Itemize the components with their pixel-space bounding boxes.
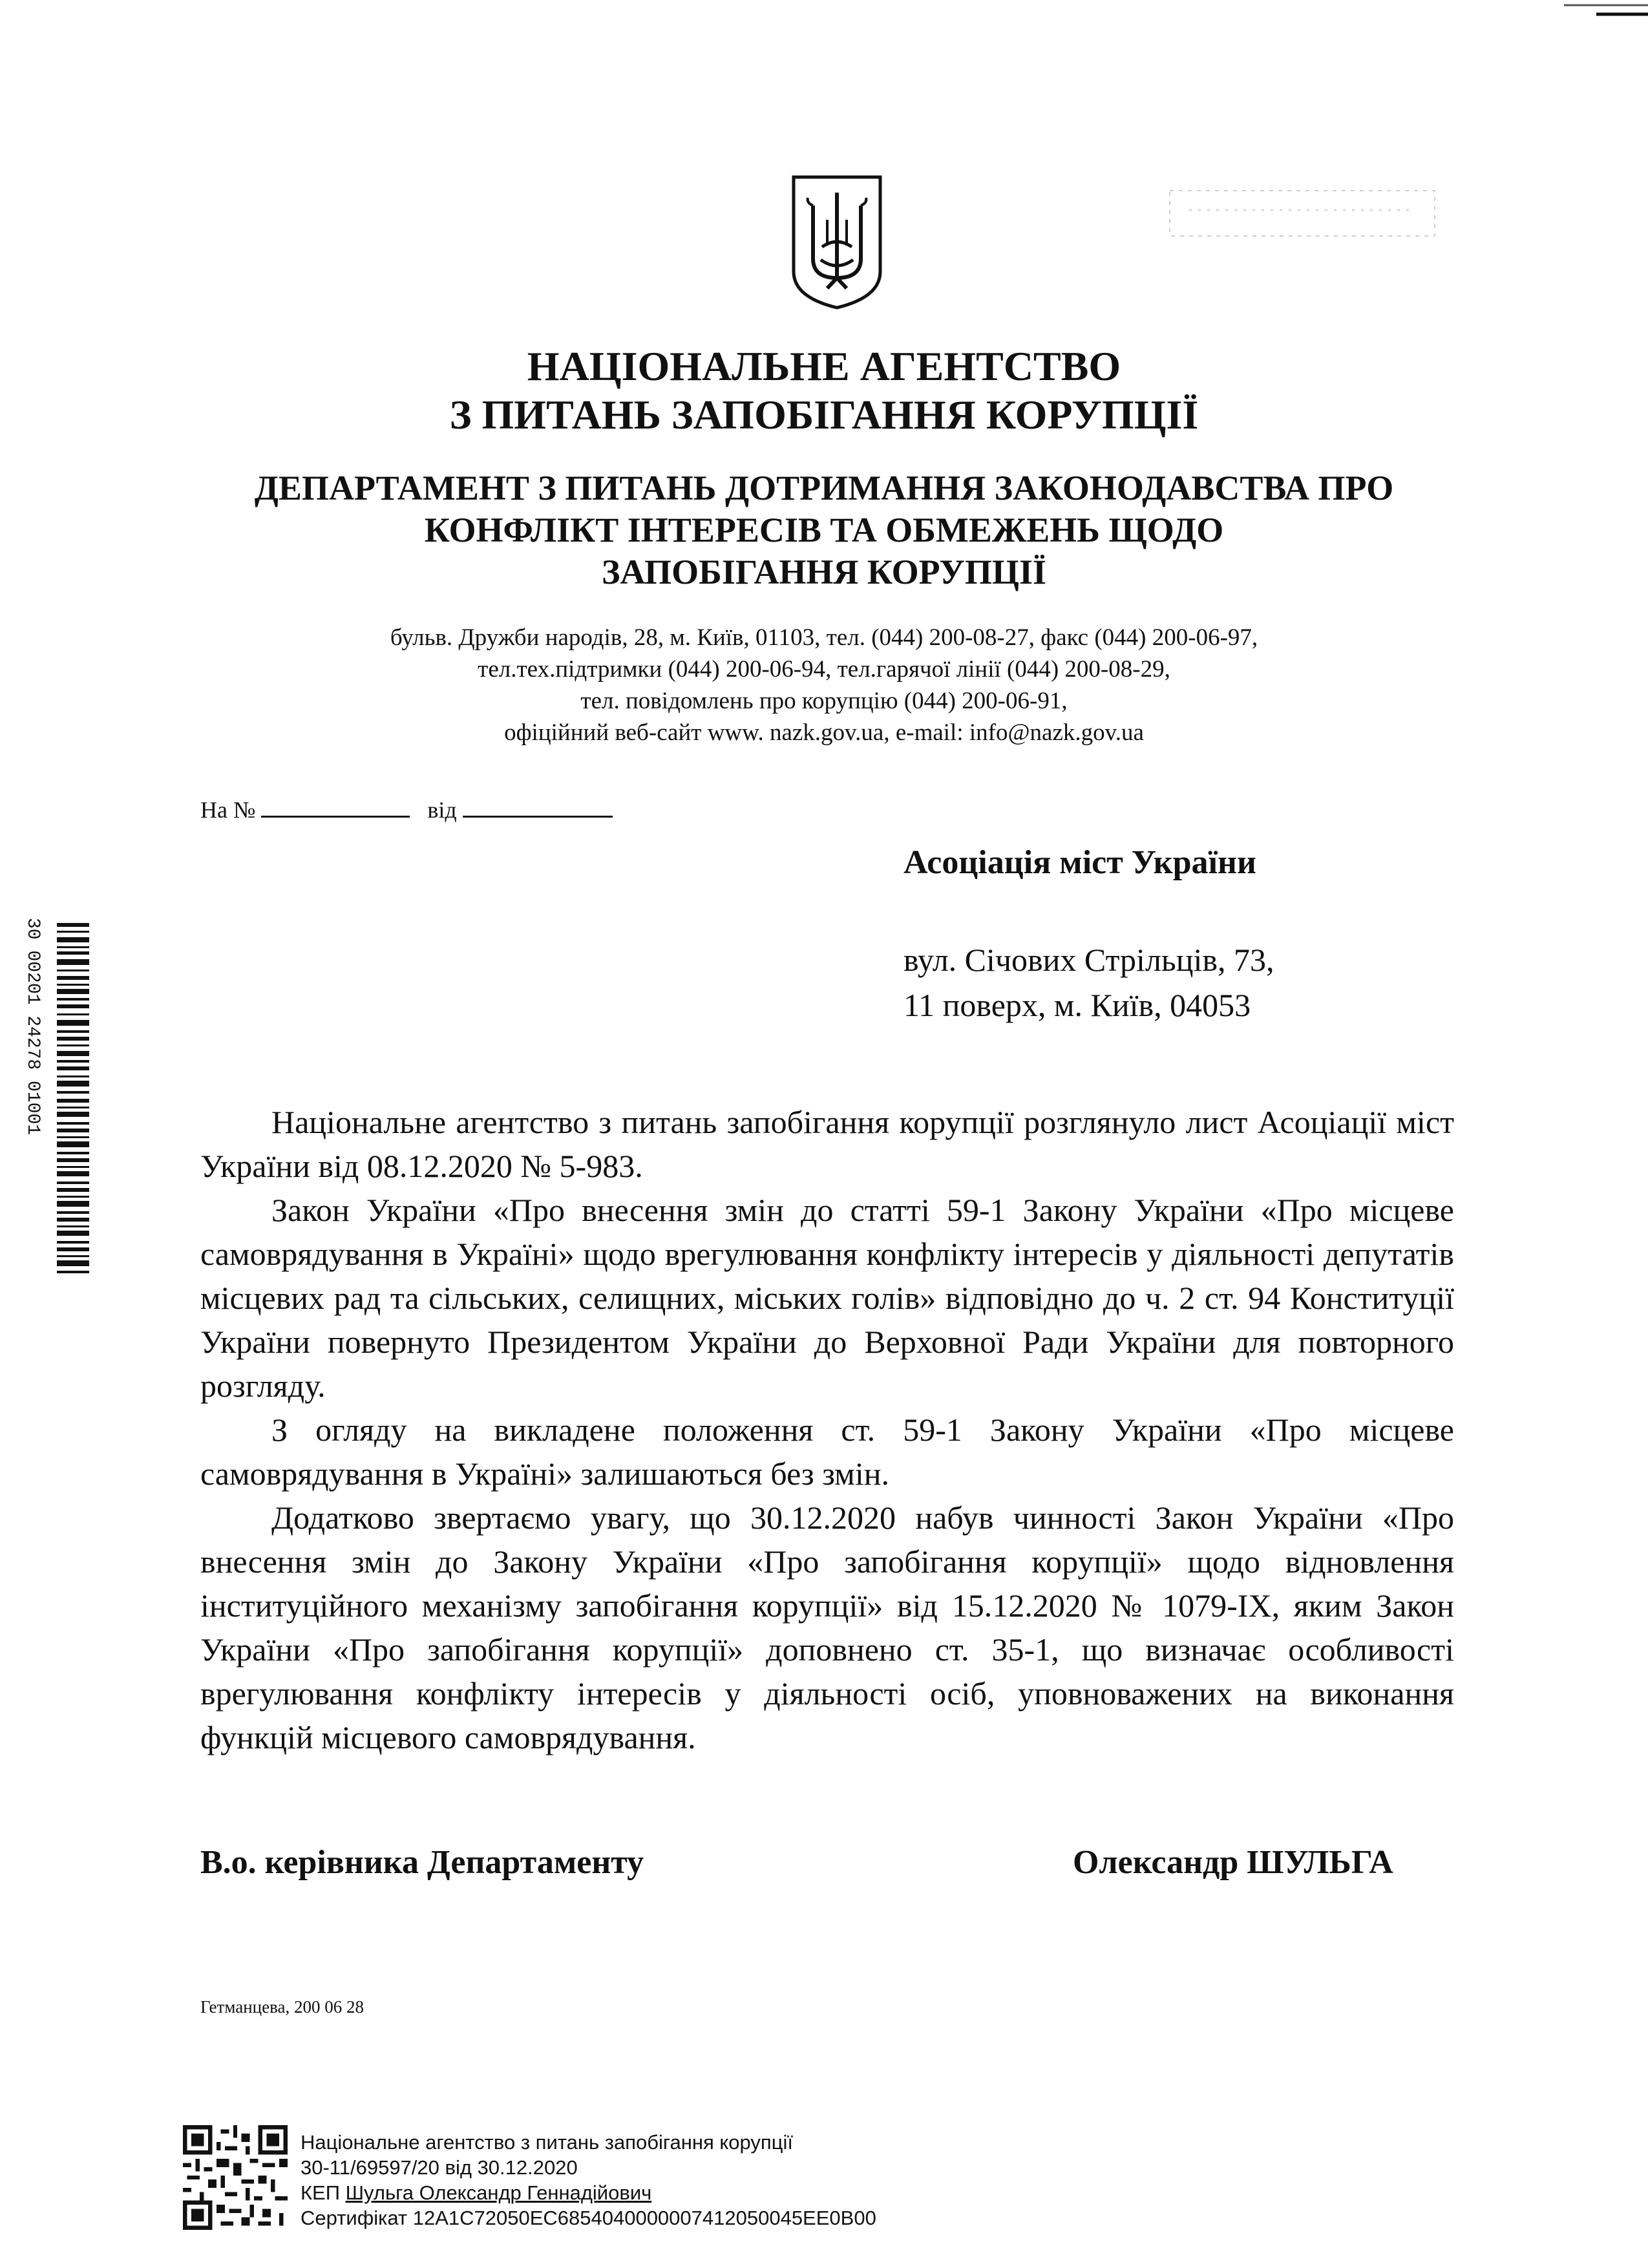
contacts-line-4: офіційний веб-сайт www. nazk.gov.ua, e-mail: info@nazk.gov.ua bbox=[504, 719, 1144, 746]
department-name-line-2: КОНФЛІКТ ІНТЕРЕСІВ ТА ОБМЕЖЕНЬ ЩОДО bbox=[424, 511, 1224, 549]
esign-certificate: Сертифікат 12A1C72050EC6854040000007412050045EE0B00 bbox=[301, 2207, 876, 2229]
body-paragraph-1: Національне агентство з питань запобігання корупції розглянуло лист Асоціації міст України від 08.12.2020 № 5-983. bbox=[200, 1104, 1454, 1184]
reference-line bbox=[200, 796, 613, 823]
qr-code bbox=[183, 2125, 288, 2230]
coat-of-arms-icon bbox=[788, 175, 885, 310]
reference-date-label: від bbox=[427, 797, 457, 823]
contacts-line-1: бульв. Дружби народів, 28, м. Київ, 01103, тел. (044) 200-08-27, факс (044) 200-06-97, bbox=[390, 624, 1258, 651]
executor-info: Гетманцева, 200 06 28 bbox=[200, 1997, 364, 2017]
esign-signer bbox=[301, 2180, 876, 2205]
letter-body bbox=[200, 1100, 1454, 1759]
recipient-address-line-1: вул. Січових Стрільців, 73, bbox=[903, 942, 1274, 978]
electronic-signature-block bbox=[301, 2130, 876, 2231]
reference-date-blank bbox=[463, 816, 613, 818]
body-paragraph-4: Додатково звертаємо увагу, що 30.12.2020 набув чинності Закон України «Про внесення змін до Закону України «Про запобігання корупції» щодо відновлення інституційного механізму запобігання корупції» від 15.12.2020 № 1079-IX, яким Закон України «Про запобігання корупції» доповнено ст. 35-1, що визначає особливості врегулювання конфлікту інтересів у діяльності осіб, уповноважених на виконання функцій місцевого самоврядування. bbox=[200, 1500, 1454, 1755]
corner-mark bbox=[1551, 0, 1648, 26]
department-name-line-3: ЗАПОБІГАННЯ КОРУПЦІЇ bbox=[602, 553, 1046, 591]
esign-organization: Національне агентство з питань запобігання корупції bbox=[301, 2131, 793, 2154]
signatory-name: Олександр ШУЛЬГА bbox=[1073, 1844, 1393, 1881]
signatory-position: В.о. керівника Департаменту bbox=[200, 1844, 644, 1881]
agency-name-line-2: З ПИТАНЬ ЗАПОБІГАННЯ КОРУПЦІЇ bbox=[449, 392, 1199, 438]
barcode-text: 30 00201 24278 01001 bbox=[23, 918, 43, 1136]
esign-signer-prefix: КЕП bbox=[301, 2181, 346, 2204]
reference-number-blank bbox=[261, 816, 410, 818]
recipient-address-line-2: 11 поверх, м. Київ, 04053 bbox=[903, 987, 1251, 1023]
body-paragraph-2: Закон України «Про внесення змін до статті 59-1 Закону України «Про місцеве самоврядування в Україні» щодо врегулювання конфлікту інтересів у діяльності депутатів місцевих рад та сільських, селищних, міських голів» відповідно до ч. 2 ст. 94 Конституції України повернуто Президентом України до Верховної Ради України для повторного розгляду. bbox=[200, 1192, 1454, 1404]
contacts-line-2: тел.тех.підтримки (044) 200-06-94, тел.гарячої лінії (044) 200-08-29, bbox=[478, 656, 1170, 683]
body-paragraph-3: З огляду на викладене положення ст. 59-1 Закону України «Про місцеве самоврядування в Україні» залишаються без змін. bbox=[200, 1412, 1454, 1492]
esign-signer-name: Шульга Олександр Геннадійович bbox=[345, 2181, 652, 2204]
contacts-line-3: тел. повідомлень про корупцію (044) 200-06-91, bbox=[580, 688, 1068, 714]
recipient-address bbox=[903, 937, 1274, 1028]
reference-number-label: На № bbox=[200, 797, 256, 823]
agency-name-line-1: НАЦІОНАЛЬНЕ АГЕНТСТВО bbox=[527, 343, 1121, 389]
registration-barcode bbox=[0, 918, 97, 1280]
recipient-name: Асоціація міст України bbox=[903, 844, 1256, 881]
faint-stamp-mark bbox=[1163, 184, 1441, 242]
esign-registration: 30-11/69597/20 від 30.12.2020 bbox=[301, 2156, 578, 2179]
department-name-line-1: ДЕПАРТАМЕНТ З ПИТАНЬ ДОТРИМАННЯ ЗАКОНОДАВСТВА ПРО bbox=[254, 469, 1394, 507]
